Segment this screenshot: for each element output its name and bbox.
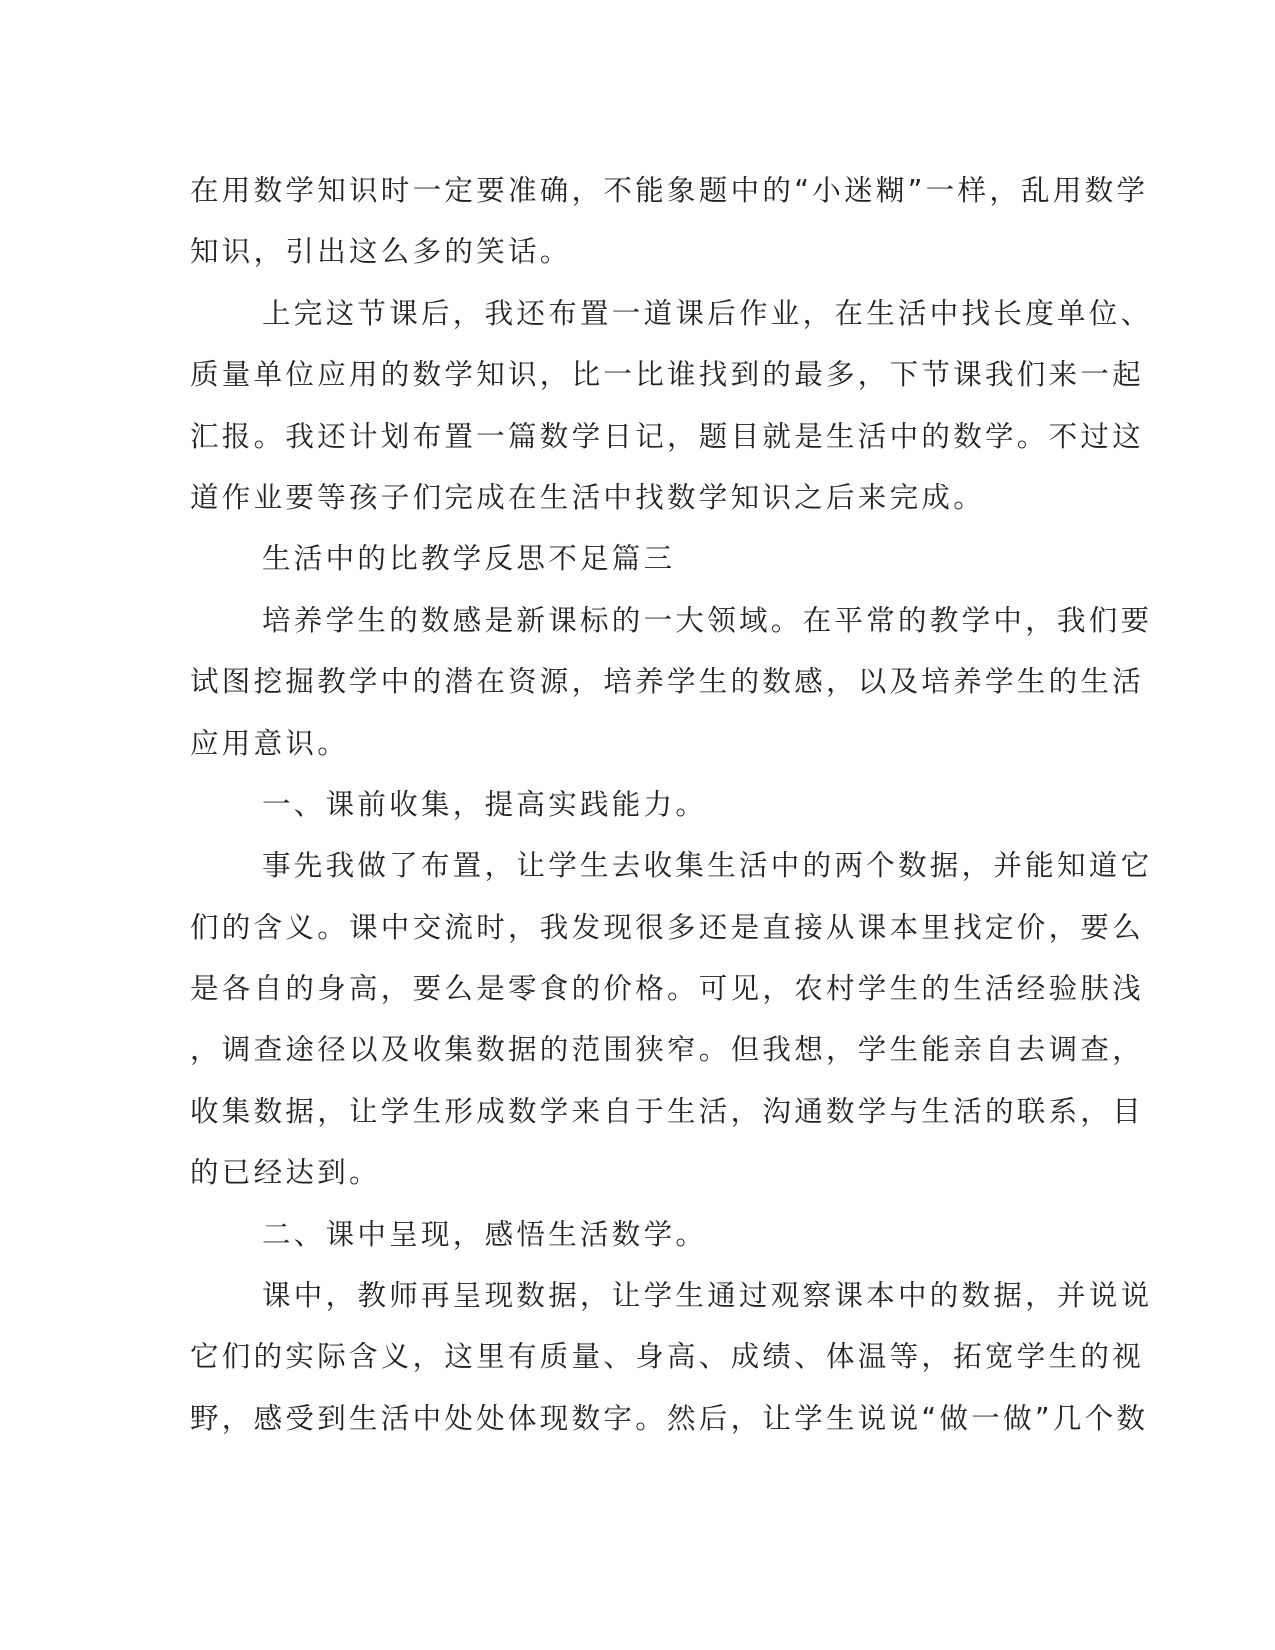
document-body — [190, 160, 1153, 1449]
subsection-heading: 一、课前收集，提高实践能力。 — [262, 787, 708, 821]
text-line: 的已经达到。 — [190, 1156, 381, 1190]
paragraph-start: 事先我做了布置，让学生去收集生活中的两个数据，并能知道它 — [262, 849, 1153, 883]
section-heading: 生活中的比教学反思不足篇三 — [262, 542, 676, 576]
text-line: 道作业要等孩子们完成在生活中找数学知识之后来完成。 — [190, 480, 986, 514]
text-line: 应用意识。 — [190, 726, 350, 760]
text-line: 是各自的身高，要么是零食的价格。可见，农村学生的生活经验肤浅 — [190, 972, 1145, 1006]
text-line: ，调查途径以及收集数据的范围狭窄。但我想，学生能亲自去调查， — [190, 1033, 1145, 1067]
paragraph-start: 课中，教师再呈现数据，让学生通过观察课本中的数据，并说说 — [262, 1279, 1153, 1313]
text-line: 收集数据，让学生形成数学来自于生活，沟通数学与生活的联系，目 — [190, 1094, 1145, 1128]
text-line: 质量单位应用的数学知识，比一比谁找到的最多，下节课我们来一起 — [190, 358, 1145, 392]
text-line: 知识，引出这么多的笑话。 — [190, 235, 572, 269]
subsection-heading: 二、课中呈现，感悟生活数学。 — [262, 1217, 708, 1251]
text-line: 在用数学知识时一定要准确，不能象题中的“小迷糊”一样，乱用数学 — [190, 174, 1149, 207]
text-line: 试图挖掘教学中的潜在资源，培养学生的数感，以及培养学生的生活 — [190, 665, 1145, 699]
paragraph-start: 培养学生的数感是新课标的一大领域。在平常的教学中，我们要 — [262, 603, 1153, 637]
text-line: 它们的实际含义，这里有质量、身高、成绩、体温等，拓宽学生的视 — [190, 1340, 1145, 1374]
text-line: 们的含义。课中交流时，我发现很多还是直接从课本里找定价，要么 — [190, 910, 1145, 944]
text-line: 汇报。我还计划布置一篇数学日记，题目就是生活中的数学。不过这 — [190, 419, 1145, 453]
text-line: 野，感受到生活中处处体现数字。然后，让学生说说“做一做”几个数 — [190, 1401, 1149, 1435]
paragraph-start: 上完这节课后，我还布置一道课后作业，在生活中找长度单位、 — [262, 296, 1153, 330]
